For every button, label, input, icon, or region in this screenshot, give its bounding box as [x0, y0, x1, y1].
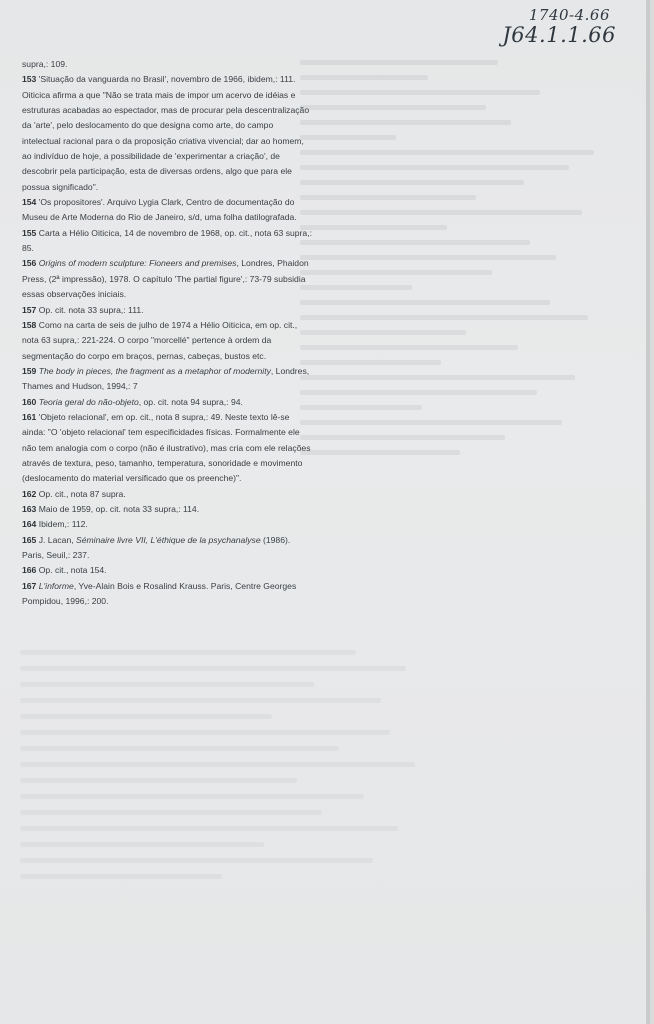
footnote-text: (1986). Paris, Seuil,: 237. [22, 534, 291, 560]
footnote-text: 'Os propositores'. Arquivo Lygia Clark, Centro de documentação do Museu de Arte Moderna do Rio de Janeiro, s/d, uma folha datilografada. [22, 197, 297, 223]
footnote-number: 161 [22, 411, 37, 422]
footnote [22, 364, 312, 395]
footnote-number: 163 [22, 503, 37, 514]
footnote-text: 'Situação da vanguarda no Brasil', novembro de 1966, ibidem,: 111. Oiticica afirma a que "Não se trata mais de impor um acervo de idéias e estruturas acabadas ao espectador, mas de procurar pela descentralização da 'arte', pelo deslocamento do que designa como arte, do campo intelectual racional para o da proposição criativa vivencial; dar ao homem, ao indivíduo de hoje, a possibilidade de 'experimentar a criação', de descobrir pela participação, esta de diversas ordens, algo que para ele possua significado". [22, 74, 310, 192]
footnote [22, 563, 312, 578]
footnote [22, 579, 312, 610]
footnote-number: 157 [22, 304, 37, 315]
footnote-number: 154 [22, 197, 37, 208]
footnote-number: 165 [22, 534, 37, 545]
footnote [22, 195, 312, 226]
footnotes-list [22, 57, 312, 609]
footnote-text: supra,: 109. [22, 59, 68, 69]
footnote-title: Origins of modern sculpture: Fioneers and premises [38, 258, 237, 269]
footnote-number: 167 [22, 580, 37, 591]
footnote-title: L'informe [38, 580, 74, 591]
footnote-number: 162 [22, 488, 37, 499]
footnote-number: 166 [22, 565, 37, 576]
footnote [22, 57, 312, 72]
footnote-text: Carta a Hélio Oiticica, 14 de novembro de 1968, op. cit., nota 63 supra,: 85. [22, 227, 312, 254]
annotation-bottom: J64.1.1.66 [502, 23, 616, 47]
footnote-number: 158 [22, 319, 37, 330]
footnote-text: Op. cit., nota 154. [36, 565, 107, 576]
footnote-text: , Londres, Phaidon Press, (2ª impressão), 1978. O capítulo 'The partial figure',: 73-79 subsidia essas observações iniciais. [22, 258, 309, 300]
footnote-text: Op. cit. nota 33 supra,: 111. [36, 304, 144, 315]
page-edge [646, 0, 650, 1024]
footnote-number: 156 [22, 258, 37, 269]
show-through-text-lower [20, 650, 440, 930]
footnote-number: 159 [22, 365, 37, 376]
footnote-text: Como na carta de seis de julho de 1974 a Hélio Oiticica, em op. cit., nota 63 supra,: 221-224. O corpo "morcellé" pertence à ordem da segmentação do corpo em braços, pernas, cabeças, bustos etc. [22, 319, 298, 361]
footnote [22, 410, 312, 487]
footnote-title: Teoria geral do não-objeto [38, 396, 139, 407]
footnote-title: Séminaire livre VII, L'éthique de la psychanalyse [76, 534, 261, 545]
footnote-text: , Londres, Thames and Hudson, 1994,: 7 [22, 365, 310, 392]
footnote-title: The body in pieces, the fragment as a metaphor of modernity [38, 365, 271, 376]
footnote [22, 395, 312, 410]
show-through-text [300, 60, 620, 620]
footnote [22, 487, 312, 502]
footnote-number: 153 [22, 74, 37, 85]
footnote-text: , op. cit. nota 94 supra,: 94. [138, 396, 243, 407]
footnote-text: Maio de 1959, op. cit. nota 33 supra,: 114. [36, 503, 200, 514]
footnote-number: 155 [22, 227, 37, 238]
footnote [22, 318, 312, 364]
footnote [22, 72, 312, 195]
footnote-text: Ibidem,: 112. [36, 519, 88, 530]
footnote-text: Op. cit., nota 87 supra. [36, 488, 126, 499]
annotation-top: 1740-4.66 [528, 6, 610, 24]
footnote-number: 164 [22, 519, 37, 530]
footnote [22, 502, 312, 517]
footnote [22, 303, 312, 318]
footnote-text: J. Lacan, [36, 534, 76, 545]
footnote [22, 533, 312, 564]
footnote [22, 256, 312, 302]
footnote [22, 517, 312, 532]
footnote-text: 'Objeto relacional', em op. cit., nota 8 supra,: 49. Neste texto lê-se ainda: "O 'objeto relacional' tem especificidades físicas. Formalmente ele não tem analogia com o corpo (não é ilustrativo), mas cria com ele relações através de textura, peso, tamanho, temperatura, sonoridade e movimento (deslocamento do material versificado que os preenche)". [22, 411, 311, 484]
footnote-number: 160 [22, 396, 37, 407]
footnote [22, 226, 312, 257]
handwritten-annotation [502, 8, 616, 46]
footnote-text: , Yve-Alain Bois e Rosalind Krauss. Paris, Centre Georges Pompidou, 1996,: 200. [22, 580, 297, 607]
